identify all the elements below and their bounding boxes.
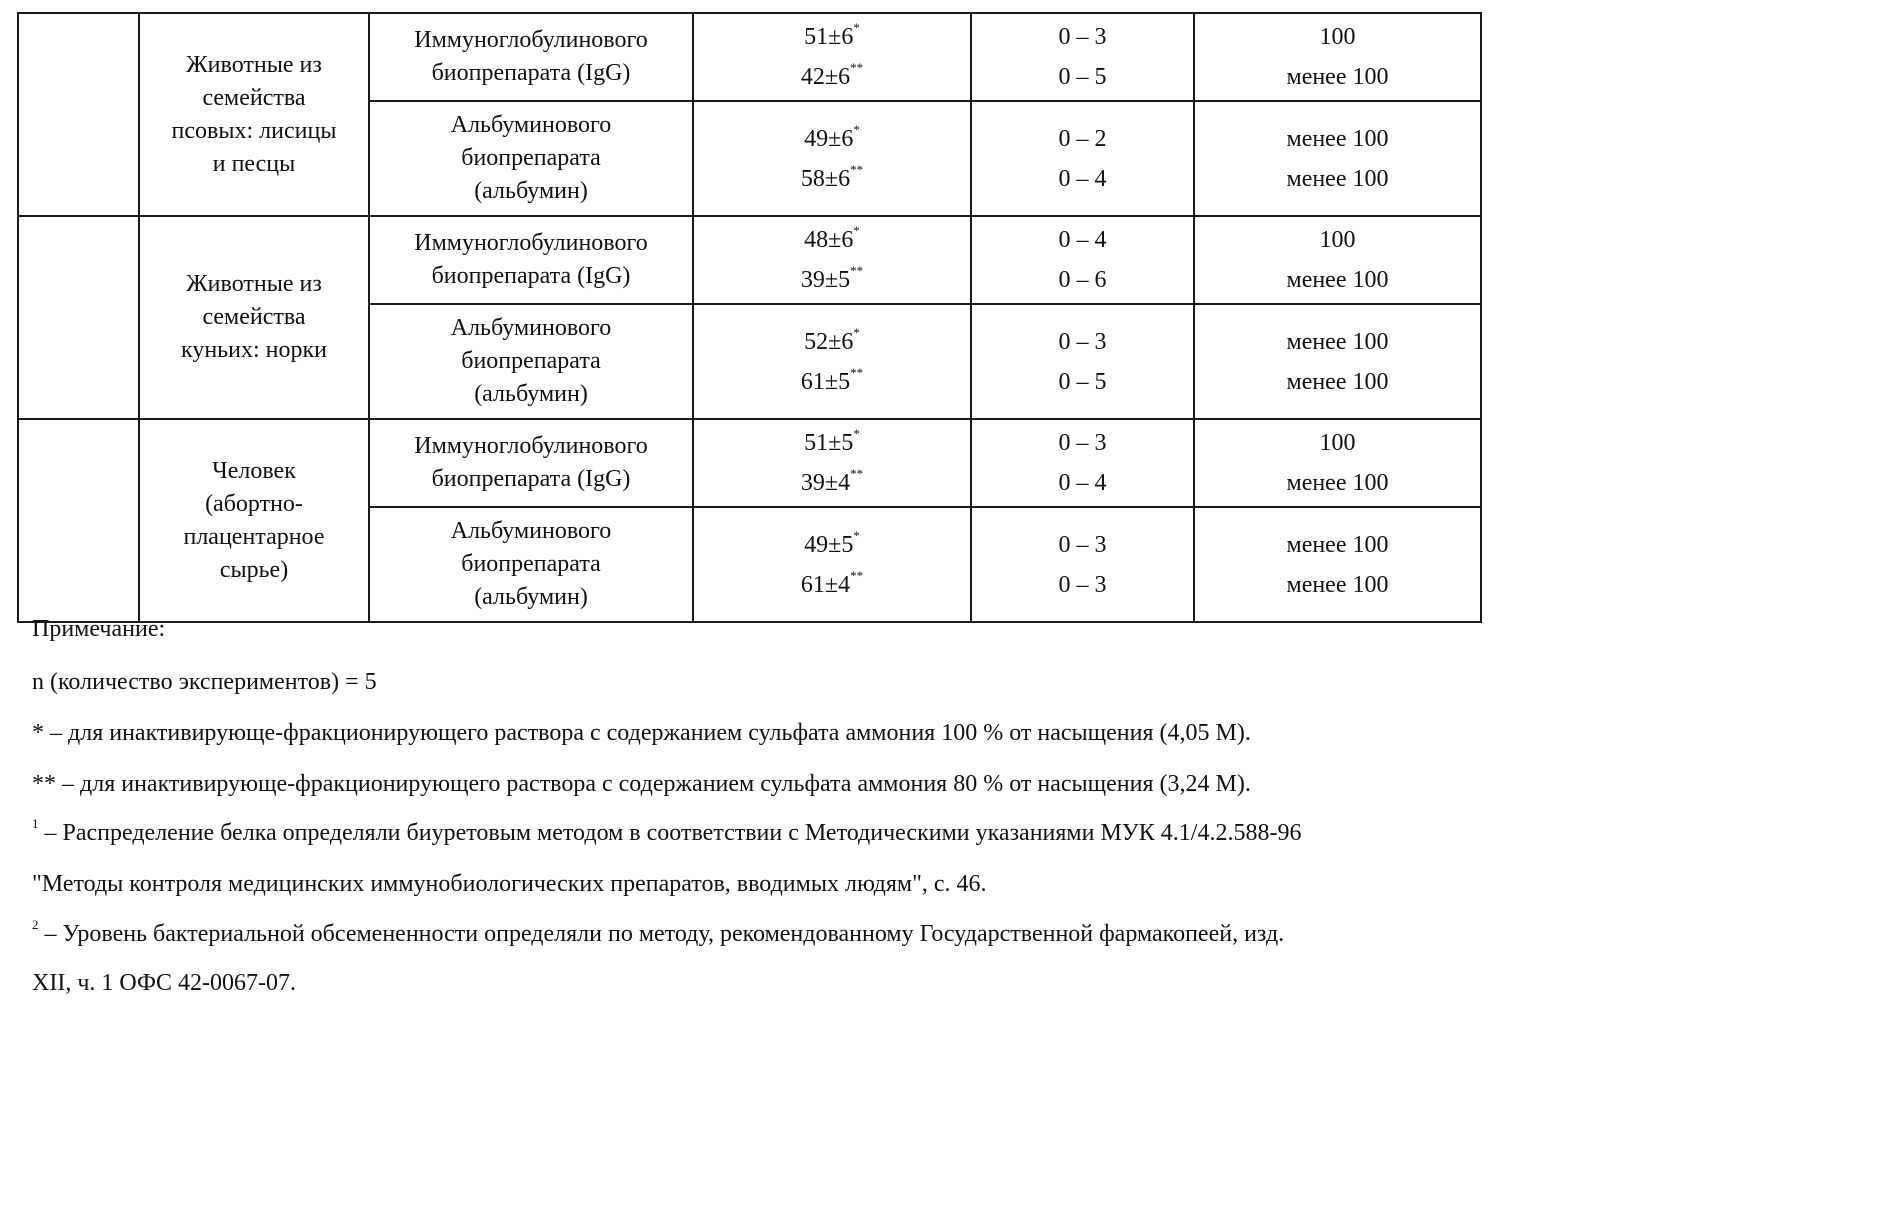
biopreparation-line: биопрепарата <box>461 348 601 374</box>
number-cell <box>18 419 139 622</box>
protein-cell <box>693 101 971 216</box>
yield-value: менее 100 <box>1286 267 1389 293</box>
contamination-value: 0 – 2 <box>1058 125 1107 152</box>
protein-cell <box>693 507 971 622</box>
footnote-1-line-2: "Методы контроля медицинских иммунобиологических препаратов, вводимых людям", с. 46. <box>32 871 987 897</box>
protein-value <box>694 119 970 159</box>
protein-value <box>694 57 970 97</box>
biopreparation-cell <box>369 13 693 101</box>
results-table <box>17 12 1482 623</box>
biopreparation-line: Альбуминового <box>450 315 612 341</box>
protein-value <box>694 159 970 199</box>
biopreparation-cell <box>369 419 693 507</box>
source-line: плацентарное <box>183 523 325 550</box>
contamination-value: 0 – 3 <box>1058 531 1107 558</box>
protein-number: 58±6 <box>800 165 851 192</box>
biopreparation-line: биопрепарата (IgG) <box>431 466 631 492</box>
yield-value: менее 100 <box>1286 125 1389 152</box>
yield-value: менее 100 <box>1286 165 1389 192</box>
footnote-marker: * <box>853 324 860 340</box>
protein-cell <box>693 13 971 101</box>
notes-title: Примечание: <box>32 616 166 642</box>
source-line: семейства <box>202 304 306 330</box>
protein-cell <box>693 419 971 507</box>
biopreparation-line: Альбуминового <box>450 518 612 544</box>
contamination-value: 0 – 6 <box>1058 267 1107 293</box>
yield-cell <box>1194 216 1481 304</box>
footnote-marker: * <box>853 20 860 35</box>
contamination-value: 0 – 4 <box>1058 227 1107 253</box>
source-line: и песцы <box>212 150 296 177</box>
footnote-marker: ** <box>850 263 864 278</box>
contamination-value: 0 – 3 <box>1058 430 1107 456</box>
biopreparation-line: Иммуноглобулинового <box>414 27 648 53</box>
contamination-cell <box>971 304 1194 419</box>
source-line: (абортно- <box>205 490 303 517</box>
protein-number: 49±5 <box>804 531 854 558</box>
yield-cell <box>1194 101 1481 216</box>
biopreparation-line: Иммуноглобулинового <box>414 230 648 256</box>
biopreparation-line: биопрепарата (IgG) <box>431 263 631 289</box>
biopreparation-cell <box>369 101 693 216</box>
source-line: сырье) <box>219 556 289 583</box>
contamination-value: 0 – 3 <box>1058 24 1107 50</box>
source-line: семейства <box>202 84 306 111</box>
biopreparation-cell <box>369 304 693 419</box>
biopreparation-line: Альбуминового <box>450 112 612 138</box>
footnote-marker: ** <box>850 466 864 481</box>
protein-number: 52±6 <box>804 328 854 355</box>
contamination-value: 0 – 5 <box>1058 64 1107 90</box>
contamination-value: 0 – 3 <box>1058 571 1107 598</box>
source-line: куньих: норки <box>181 337 327 363</box>
footnote-marker: ** <box>850 60 864 75</box>
footnote-marker: * <box>853 223 860 238</box>
yield-value: 100 <box>1319 24 1356 50</box>
yield-value: менее 100 <box>1286 531 1389 558</box>
protein-number: 61±4 <box>800 571 851 598</box>
number-cell <box>18 13 139 216</box>
protein-number: 42±6 <box>800 64 851 90</box>
yield-cell <box>1194 13 1481 101</box>
yield-cell <box>1194 304 1481 419</box>
footnote-marker: * <box>853 426 860 441</box>
contamination-value: 0 – 4 <box>1058 165 1107 192</box>
source-line: псовых: лисицы <box>171 117 337 144</box>
footnote-marker: * <box>853 121 860 137</box>
table-row <box>18 419 1481 507</box>
source-line: Животные из <box>186 51 322 78</box>
table-row <box>18 13 1481 101</box>
biopreparation-line: Иммуноглобулинового <box>414 433 648 459</box>
protein-value <box>694 260 970 300</box>
protein-value <box>694 423 970 463</box>
yield-cell <box>1194 507 1481 622</box>
biopreparation-line: биопрепарата <box>461 145 601 171</box>
biopreparation-cell <box>369 216 693 304</box>
protein-number: 48±6 <box>804 227 854 253</box>
biopreparation-line: (альбумин) <box>474 584 588 610</box>
biopreparation-line: биопрепарата <box>461 551 601 577</box>
yield-value: менее 100 <box>1286 571 1389 598</box>
yield-cell <box>1194 419 1481 507</box>
protein-value <box>694 463 970 503</box>
contamination-cell <box>971 419 1194 507</box>
contamination-value: 0 – 5 <box>1058 368 1107 395</box>
source-cell <box>139 419 369 622</box>
biopreparation-cell <box>369 507 693 622</box>
contamination-value: 0 – 3 <box>1058 328 1107 355</box>
protein-number: 51±6 <box>804 24 854 50</box>
number-cell <box>18 216 139 419</box>
yield-value: 100 <box>1319 430 1356 456</box>
protein-value <box>694 362 970 402</box>
footnote-2-text: – Уровень бактериальной обсемененности определяли по методу, рекомендованному Государственной фармакопеей, изд. <box>38 921 1285 947</box>
biopreparation-line: (альбумин) <box>474 381 588 407</box>
footnote-marker: * <box>853 527 860 543</box>
source-line: Животные из <box>186 271 322 297</box>
protein-number: 51±5 <box>804 430 854 456</box>
yield-value: 100 <box>1319 227 1356 253</box>
footnote-2-line-2: XII, ч. 1 ОФС 42-0067-07. <box>32 970 296 996</box>
note-single-star: * – для инактивирующе-фракционирующего раствора с содержанием сульфата аммония 100 % от насыщения (4,05 М). <box>32 720 1251 746</box>
biopreparation-line: биопрепарата (IgG) <box>431 60 631 86</box>
notes-n-line: n (количество экспериментов) = 5 <box>32 669 377 695</box>
protein-number: 39±5 <box>800 267 851 293</box>
source-line: Человек <box>212 457 296 484</box>
footnote-marker: ** <box>850 161 864 177</box>
footnote-2-mark: 2 <box>32 917 39 932</box>
table-row <box>18 216 1481 304</box>
protein-value <box>694 565 970 605</box>
yield-value: менее 100 <box>1286 328 1389 355</box>
protein-number: 61±5 <box>800 368 851 395</box>
yield-value: менее 100 <box>1286 470 1389 496</box>
contamination-cell <box>971 507 1194 622</box>
footnote-1-line-1 <box>32 816 1302 847</box>
protein-cell <box>693 304 971 419</box>
protein-value <box>694 322 970 362</box>
protein-number: 49±6 <box>804 125 854 152</box>
source-cell <box>139 13 369 216</box>
source-cell <box>139 216 369 419</box>
footnote-1-text: – Распределение белка определяли биуретовым методом в соответствии с Методическими указаниями МУК 4.1/4.2.588-96 <box>38 820 1302 846</box>
yield-value: менее 100 <box>1286 64 1389 90</box>
protein-cell <box>693 216 971 304</box>
contamination-value: 0 – 4 <box>1058 470 1107 496</box>
footnote-marker: ** <box>850 364 864 380</box>
table-body <box>18 13 1481 622</box>
contamination-cell <box>971 13 1194 101</box>
biopreparation-line: (альбумин) <box>474 178 588 204</box>
protein-value <box>694 17 970 57</box>
protein-number: 39±4 <box>800 470 851 496</box>
contamination-cell <box>971 101 1194 216</box>
footnote-2-line-1 <box>32 917 1285 948</box>
yield-value: менее 100 <box>1286 368 1389 395</box>
protein-value <box>694 525 970 565</box>
note-double-star: ** – для инактивирующе-фракционирующего раствора с содержанием сульфата аммония 80 % от насыщения (3,24 М). <box>32 771 1251 797</box>
footnote-marker: ** <box>850 567 864 583</box>
contamination-cell <box>971 216 1194 304</box>
footnote-1-mark: 1 <box>32 816 39 831</box>
protein-value <box>694 220 970 260</box>
